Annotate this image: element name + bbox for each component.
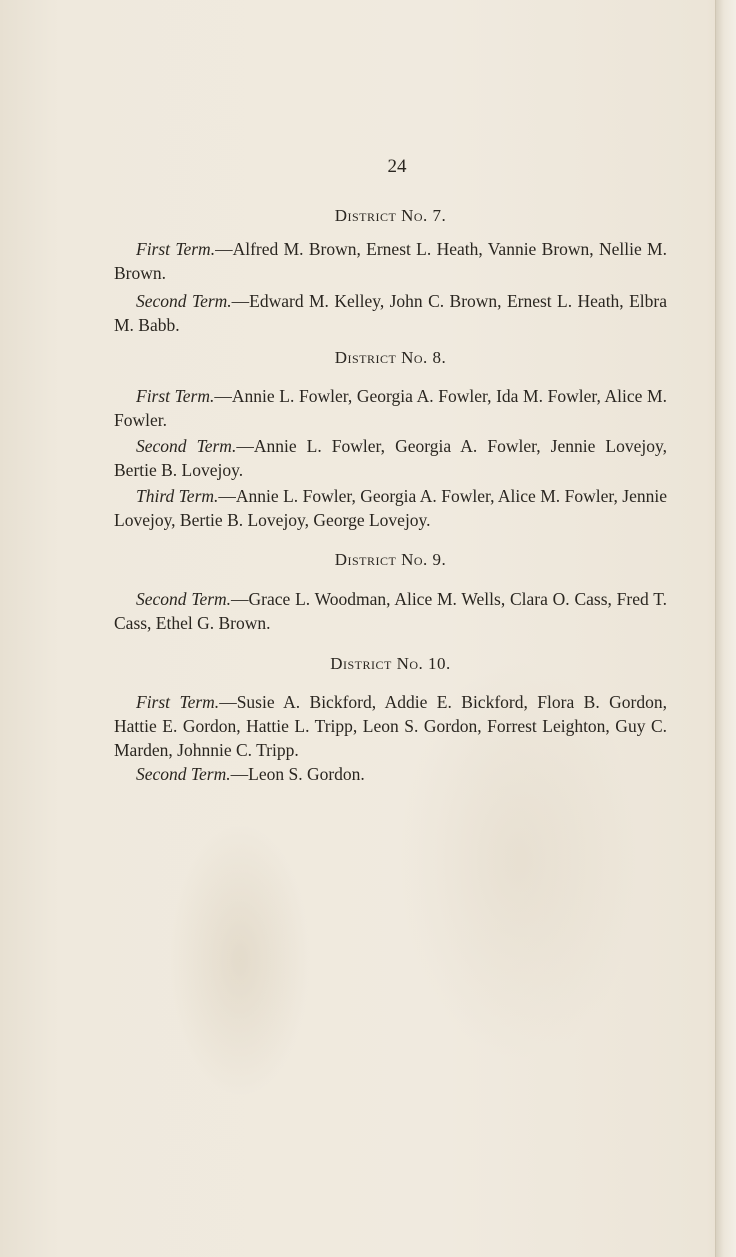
pupil-names: —Annie L. Fowler, Georgia A. Fowler, Jennie Lovejoy, Bertie B. Lovejoy.	[114, 436, 667, 480]
term-entry	[114, 289, 667, 337]
pupil-names: —Annie L. Fowler, Georgia A. Fowler, Alice M. Fowler, Jennie Lovejoy, Bertie B. Lovejoy, George Lovejoy.	[114, 486, 667, 530]
district-heading: District No. 9.	[334, 550, 447, 569]
district-heading: District No. 8.	[334, 348, 447, 367]
pupil-names: —Alfred M. Brown, Ernest L. Heath, Vannie Brown, Nellie M. Brown.	[114, 239, 667, 283]
pupil-names: —Grace L. Woodman, Alice M. Wells, Clara O. Cass, Fred T. Cass, Ethel G. Brown.	[114, 589, 667, 633]
term-entry	[114, 237, 667, 285]
term-entry	[114, 587, 667, 635]
district-heading: District No. 7.	[334, 206, 447, 225]
term-entry	[114, 690, 667, 762]
term-label: First Term.	[136, 386, 215, 406]
term-label: Second Term.	[136, 589, 232, 609]
district-heading: District No. 10.	[330, 654, 451, 673]
pupil-names: —Leon S. Gordon.	[230, 764, 365, 784]
term-label: Third Term.	[136, 486, 219, 506]
district-section	[114, 654, 667, 786]
pupil-names: —Annie L. Fowler, Georgia A. Fowler, Ida M. Fowler, Alice M. Fowler.	[114, 386, 667, 430]
term-label: First Term.	[136, 239, 216, 259]
term-entry	[114, 384, 667, 432]
district-section	[114, 348, 667, 532]
page-body	[114, 204, 667, 786]
term-label: First Term.	[136, 692, 220, 712]
term-entry	[114, 434, 667, 482]
district-section	[114, 206, 667, 337]
pupil-names: —Edward M. Kelley, John C. Brown, Ernest L. Heath, Elbra M. Babb.	[114, 291, 667, 335]
term-entry	[114, 762, 667, 786]
page-number: 24	[387, 156, 407, 177]
page-edge	[715, 0, 736, 1257]
term-label: Second Term.	[136, 436, 237, 456]
term-entry	[114, 484, 667, 532]
district-section	[114, 550, 667, 635]
pupil-names: —Susie A. Bickford, Addie E. Bickford, Flora B. Gordon, Hattie E. Gordon, Hattie L. Tripp, Leon S. Gordon, Forrest Leighton, Guy C. Marden, Johnnie C. Tripp.	[114, 692, 667, 760]
term-label: Second Term.	[136, 291, 232, 311]
term-label: Second Term.	[136, 764, 231, 784]
